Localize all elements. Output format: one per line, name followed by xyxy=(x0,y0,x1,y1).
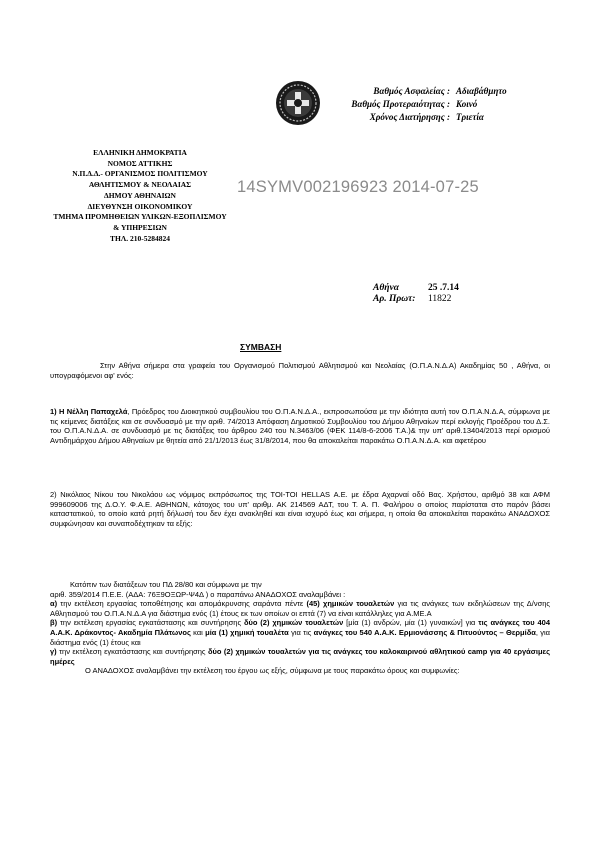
security-level-row xyxy=(300,85,560,98)
retention-period-value: Τριετία xyxy=(456,112,484,122)
item-b-bold-4: ανάγκες του 540 Α.Α.Κ. Ερμιονάσσης & Πιτυούντος – Θερμίδα xyxy=(313,627,536,637)
city-label: Αθήνα xyxy=(373,283,399,293)
item-b-text: την εκτέλεση εργασίας εγκατάστασης και συντήρησης xyxy=(57,618,244,628)
intro-paragraph: Στην Αθήνα σήμερα στα γραφεία του Οργανισμού Πολιτισμού Αθλητισμού και Νεολαίας (Ο.Π.Α.Ν.Δ.Α) Ακαδημίας 50 , Αθήνα, οι υπογραφόμενοι αφ' ενός: xyxy=(50,361,550,380)
item-b-text-3: και xyxy=(190,627,206,637)
header-line: ΔΙΕΥΘΥΝΣΗ ΟΙΚΟΝΟΜΙΚΟΥ xyxy=(87,201,193,211)
retention-period-row xyxy=(300,111,560,124)
place-date-block xyxy=(373,283,553,305)
party-two-paragraph: 2) Νικόλαος Νίκου του Νικολάου ως νόμιμος εκπρόσωπος της TOI-TOI HELLAS Α.Ε. με έδρα Αχαρναί οδό Βας. Χρήστου, αριθμό 38 και ΑΦΜ 999609006 της Δ.Ο.Υ. Φ.Α.Ε. ΑΘΗΝΩΝ, κάτοχος του υπ' αριθμ. ΑΚ 214569 ΑΔΤ, του Τ. Α. Π. Φαλήρου ο οποίος παρίσταται στο παρόν βάσει καταστατικού, το οποίο κατά ρητή δήλωσή του δεν έχει ανακληθεί και είναι ισχυρό έως και σήμερα, η οποία θα αποκαλείται παρακάτω ΑΝΑΔΟΧΟΣ συμφώνησαν και συναποδέχτηκαν τα εξής: xyxy=(50,490,550,528)
item-b xyxy=(50,618,550,647)
party-one-name: Νέλλη Παπαχελά xyxy=(66,407,128,416)
item-b-text-2: [μία (1) ανδρών, μία (1) γυναικών] για xyxy=(343,618,479,628)
header-line: & ΥΠΗΡΕΣΙΩΝ xyxy=(113,222,167,232)
item-c-text: την εκτέλεση εγκατάστασης και συντήρησης xyxy=(56,647,208,657)
security-level-value: Αδιαβάθμητο xyxy=(456,86,507,96)
header-line: ΔΗΜΟΥ ΑΘΗΝΑΙΩΝ xyxy=(104,190,176,200)
protocol-row xyxy=(373,294,553,305)
party-one-paragraph xyxy=(50,407,550,445)
item-a-text: την εκτέλεση εργασίας τοποθέτησης και απομάκρυνσης σαράντα πέντε xyxy=(57,599,307,609)
header-line: ΑΘΛΗΤΙΣΜΟΥ & ΝΕΟΛΑΙΑΣ xyxy=(88,180,192,190)
retention-period-label: Χρόνος Διατήρησης : xyxy=(369,112,450,122)
priority-level-value: Κοινό xyxy=(456,99,478,109)
security-level-label: Βαθμός Ασφαλείας : xyxy=(373,86,450,96)
header-line: ΝΟΜΟΣ ΑΤΤΙΚΗΣ xyxy=(107,158,173,168)
ada-stamp: 14SYMV002196923 2014-07-25 xyxy=(237,178,479,196)
item-b-text-4: για τις xyxy=(288,627,314,637)
closing-text: Ο ΑΝΑΔΟΧΟΣ αναλαμβάνει την εκτέλεση του έργου ως εξής, σύμφωνα με τους παρακάτω όρους και συμφωνίες: xyxy=(85,666,460,676)
item-c xyxy=(50,647,550,666)
classification-block xyxy=(300,85,560,124)
item-b-bold: δύο (2) χημικών τουαλετών xyxy=(243,618,344,628)
item-a-text-2: για τις ανάγκες των εκδηλώσεων της Δ/νσης Αθλητισμού του Ο.Π.Α.Ν.Δ.Α για διάστημα ενός (1) έτους εκ των οποίων οι επτά (7) να είναι κατάλληλες για Α.ΜΕ.Α xyxy=(50,599,550,618)
item-a xyxy=(50,599,550,618)
party-one-prefix: 1) Η xyxy=(50,407,67,416)
item-b-bold-2: τις ανάγκες του 404 Α.Α.Κ. Δράκοντος- Ακαδημία Πλάτωνος xyxy=(50,618,550,637)
protocol-number: 11822 xyxy=(428,294,452,304)
header-line: ΕΛΛΗΝΙΚΗ ΔΗΜΟΚΡΑΤΙΑ xyxy=(93,148,187,157)
scope-line-1: Κατόπιν των διατάξεων του ΠΔ 28/80 και σύμφωνα με την xyxy=(70,580,262,589)
priority-level-label: Βαθμός Προτεραιότητας : xyxy=(351,99,450,109)
document-date: 25 .7.14 xyxy=(428,283,459,293)
document-title: ΣΥΜΒΑΣΗ xyxy=(240,342,282,352)
header-line: Ν.Π.Δ.Δ.- ΟΡΓΑΝΙΣΜΟΣ ΠΟΛΙΤΙΣΜΟΥ xyxy=(72,169,208,179)
scope-line-2: αριθ. 359/2014 Π.Ε.Ε. (ΑΔΑ: 76Ξ9ΟΞΩΡ-Ψ4Δ ) ο παραπάνω ΑΝΑΔΟΧΟΣ αναλαμβάνει : xyxy=(50,589,346,599)
header-phone: ΤΗΛ. 210-5284824 xyxy=(110,233,170,243)
item-a-bold: (45) χημικών τουαλετών xyxy=(306,599,395,609)
header-line: ΤΜΗΜΑ ΠΡΟΜΗΘΕΙΩΝ ΥΛΙΚΩΝ-ΕΞΟΠΛΙΣΜΟΥ xyxy=(53,212,227,222)
item-c-marker: γ) xyxy=(50,647,57,657)
item-b-text-5: , για διάστημα ενός (1) έτους και xyxy=(50,627,550,647)
city-date-row xyxy=(373,283,553,294)
party-one-text: , Πρόεδρος του Διοικητικού συμβουλίου του Ο.Π.Α.Ν.Δ.Α., εκπροσωπούσα με την ιδιότητα αυτή τον Ο.Π.Α.Ν.Δ.Α, σύμφωνα με τις κείμενες διατάξεις και σε συνδυασμό με την αριθ. 74/2013 Απόφαση Δημοτικού Συμβουλίου του Δήμου Αθηναίων περί εκλογής Προέδρου του Δ.Σ. του Ο.Π.Α.Ν.Δ.Α. σε συνδυασμό με τις διατάξεις του άρθρου 240 του Ν.3463/06 (ΦΕΚ 114/8-6-2006 Τ.Α.)& την υπ' αριθ.13404/2013 περί ορισμού Αντιδημάρχου Δήμου Αθηναίων με θητεία από 21/1/2013 έως 31/8/2014, που θα αποκαλείται παρακάτω Ο.Π.Α.Ν.Δ.Α. και αφετέρου xyxy=(50,407,550,445)
item-b-marker: β) xyxy=(50,618,58,628)
scope-paragraph xyxy=(50,580,550,676)
protocol-label: Αρ. Πρωτ: xyxy=(373,294,416,304)
issuer-header xyxy=(50,148,230,244)
priority-level-row xyxy=(300,98,560,111)
item-b-bold-3: μία (1) χημική τουαλέτα xyxy=(205,627,289,637)
item-c-bold: δύο (2) χημικών τουαλετών για τις ανάγκες του καλοκαιρινού αθλητικού camp για 40 εργάσιμες ημέρες xyxy=(50,647,550,666)
item-a-marker: α) xyxy=(50,599,58,609)
